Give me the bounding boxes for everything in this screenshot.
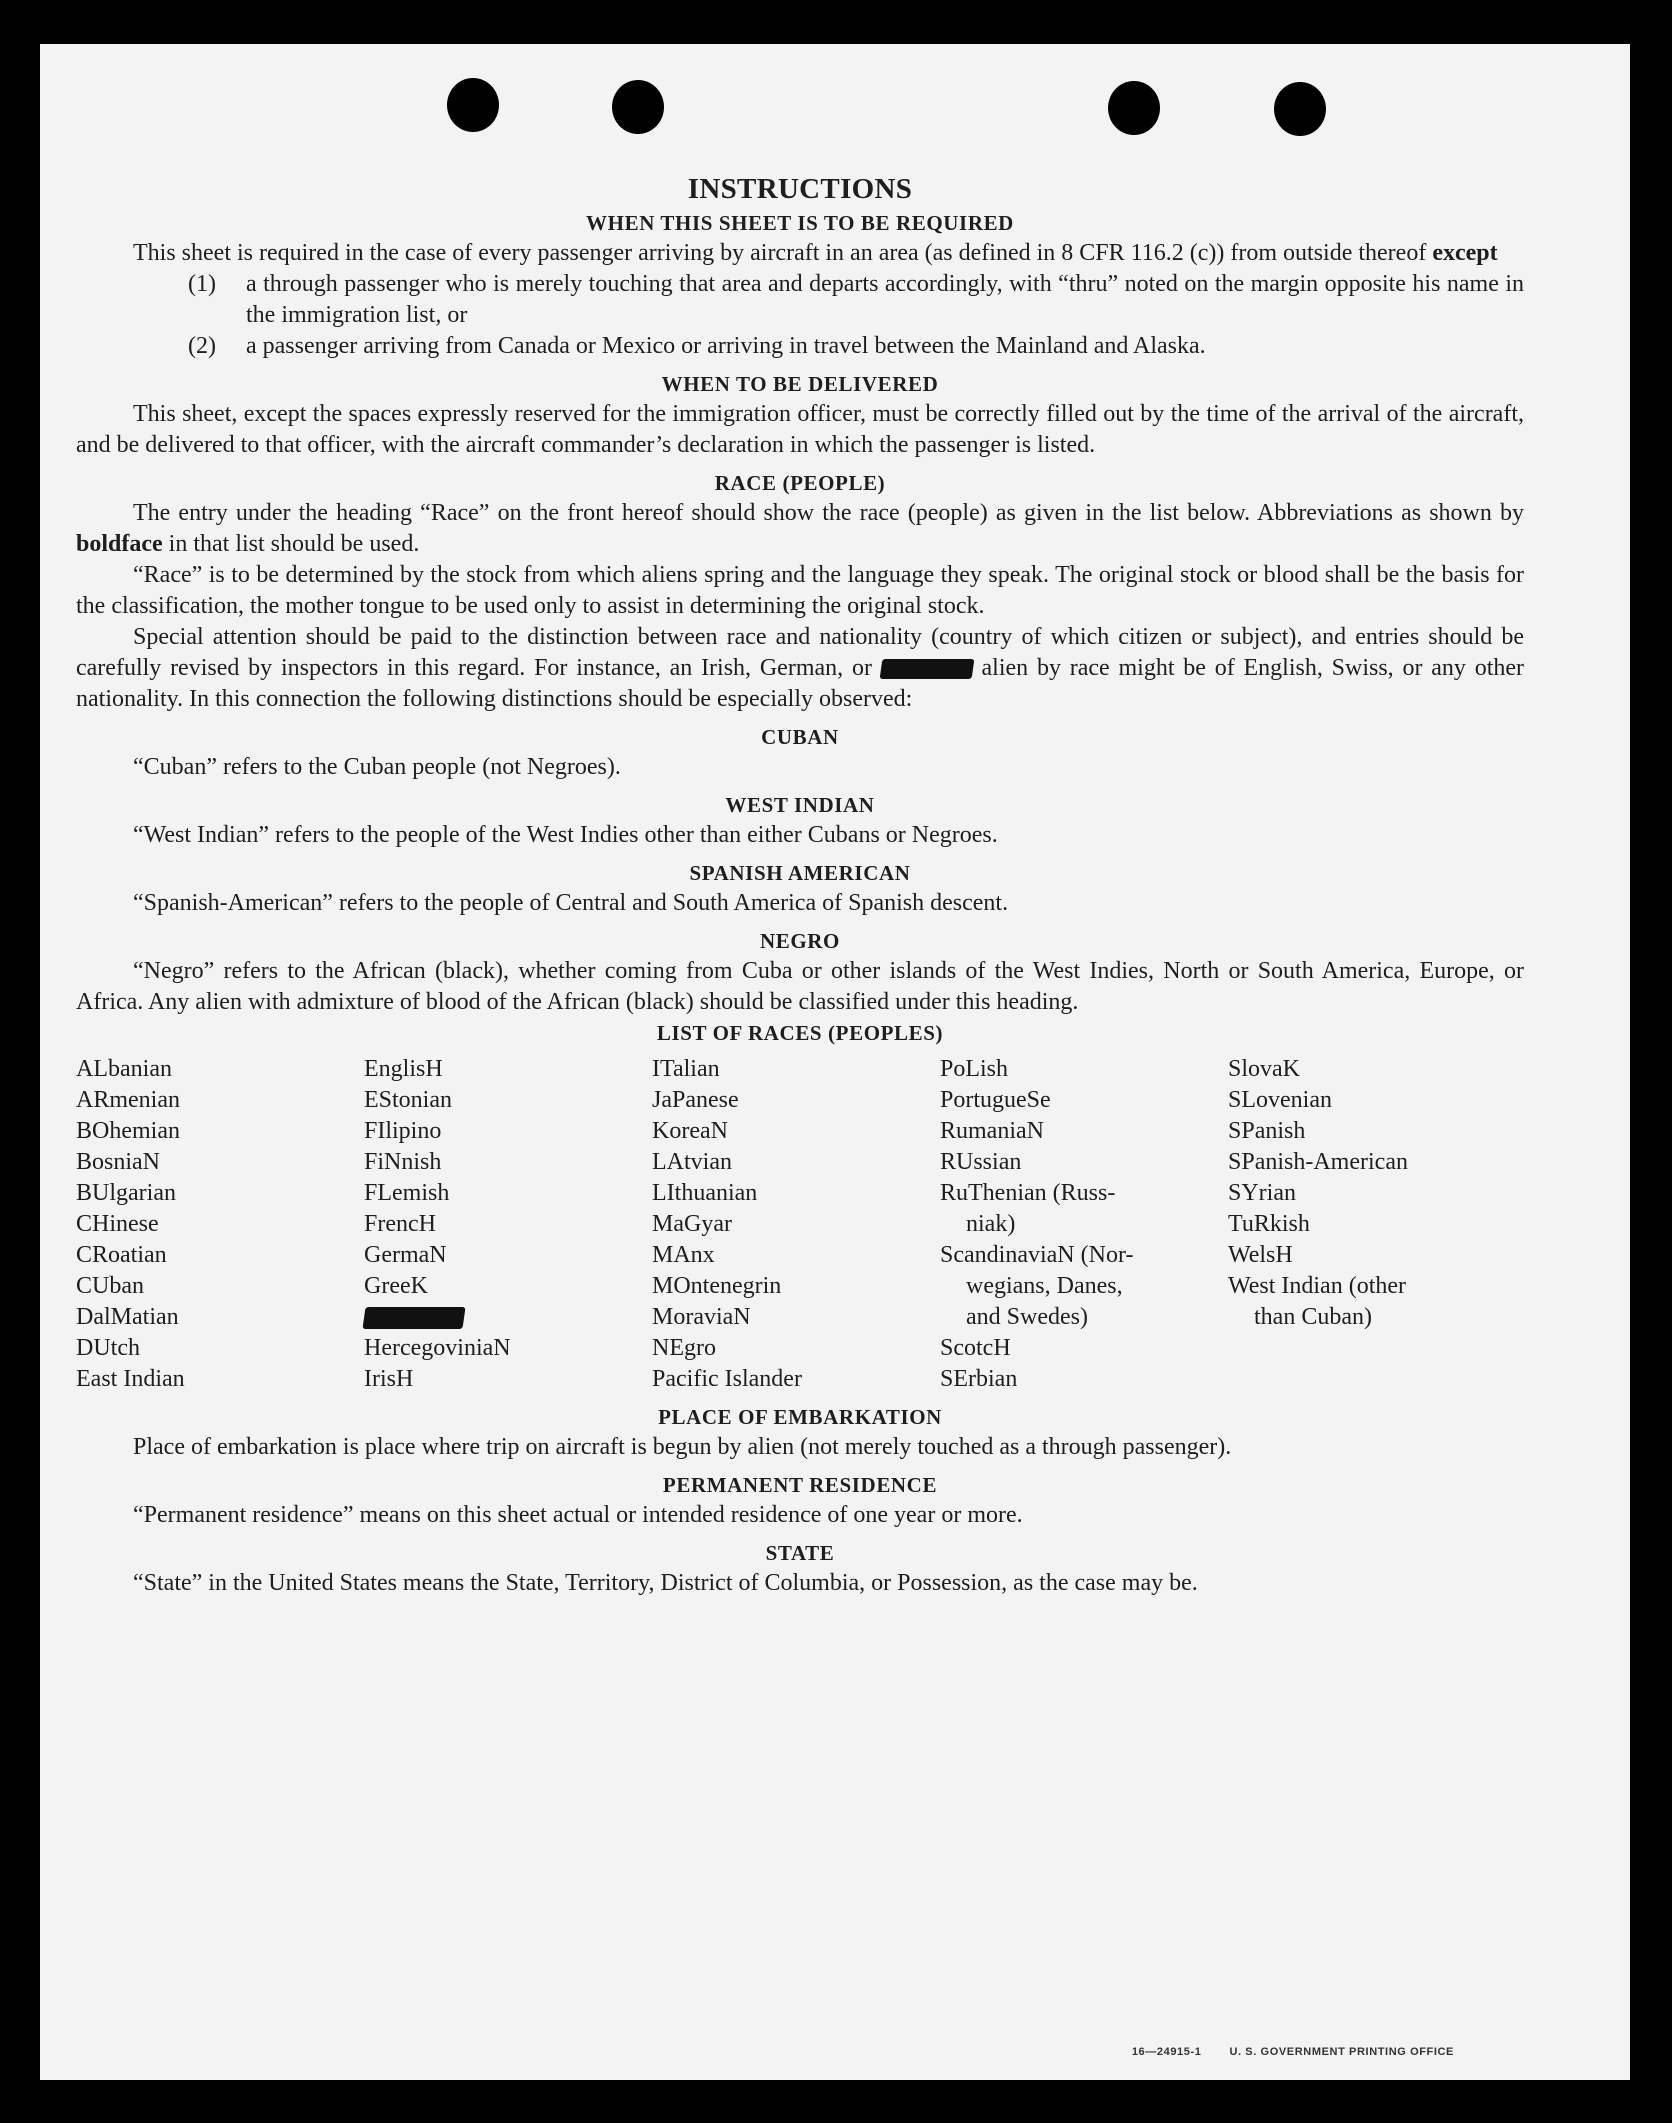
redaction-mark [362,1307,465,1329]
race-entry: WelsH [1228,1242,1293,1268]
list-item: (2) a passenger arriving from Canada or Mexico or arriving in travel between the Mainland and Alaska. [188,333,1206,359]
race-entry: DalMatian [76,1304,179,1330]
races-list [76,1054,1524,1395]
race-entry: PoLish [940,1056,1009,1082]
race-entry: MoraviaN [652,1304,751,1330]
race-entry: NEgro [652,1335,716,1361]
race-entry: RumaniaN [940,1118,1044,1144]
race-entry: ITalian [652,1056,720,1082]
race-entry: FrencH [364,1211,436,1237]
races-column [364,1054,652,1395]
race-entry: SLovenian [1228,1087,1332,1113]
race-entry: LIthuanian [652,1180,758,1206]
printer-name: U. S. GOVERNMENT PRINTING OFFICE [1229,2046,1454,2058]
punch-hole [612,80,664,134]
race-entry: CRoatian [76,1242,167,1268]
page-title: INSTRUCTIONS [687,173,913,205]
form-number: 16—24915-1 [1131,2046,1202,2058]
section-heading: LIST OF RACES (PEOPLES) [656,1021,944,1045]
race-entry: MOntenegrin [652,1273,782,1299]
race-entry: GreeK [364,1273,428,1299]
printer-footer [1132,2046,1454,2058]
races-column [76,1054,364,1395]
race-entry: MaGyar [652,1211,732,1237]
paragraph: This sheet is required in the case of every passenger arriving by aircraft in an area (as defined in 8 CFR 116.2 (c)) from outside thereof except [133,240,1498,266]
races-column [1228,1054,1524,1395]
races-column [652,1054,940,1395]
section-heading: PERMANENT RESIDENCE [662,1473,938,1497]
section-heading: WHEN THIS SHEET IS TO BE REQUIRED [586,211,1014,235]
races-column [940,1054,1228,1395]
document-page [40,44,1630,2080]
section-heading: CUBAN [761,725,839,749]
paragraph: “Cuban” refers to the Cuban people (not Negroes). [133,754,621,780]
race-entry: SPanish [1228,1118,1306,1144]
paragraph: “Race” is to be determined by the stock from which aliens spring and the language they speak. The original stock or blood shall be the basis for the classification, the mother tongue to be used only to assist in determining the original stock. [76,562,1524,619]
race-entry: CHinese [76,1211,159,1237]
list-item: (1) a through passenger who is merely touching that area and departs accordingly, with “thru” noted on the margin opposite his name in the immigration list, or [188,271,1524,328]
race-entry: ALbanian [76,1056,172,1082]
redaction-mark [879,659,974,679]
race-entry: BosniaN [76,1149,160,1175]
section-heading: STATE [765,1541,835,1565]
punch-hole [1274,82,1326,136]
race-entry: SErbian [940,1366,1018,1392]
race-entry: RUssian [940,1149,1022,1175]
race-entry: SYrian [1228,1180,1296,1206]
race-entry: FiNnish [364,1149,442,1175]
race-entry: SlovaK [1228,1056,1300,1082]
race-entry: KoreaN [652,1118,728,1144]
race-entry: FLemish [364,1180,450,1206]
race-entry: ScotcH [940,1335,1011,1361]
race-entry: East Indian [76,1366,185,1392]
paragraph: Special attention should be paid to the distinction between race and nationality (country of which citizen or subject), and entries should be carefully revised by inspectors in this regard. For instance, an Irish, German, or alien by race might be of English, Swiss, or any other nationality. In this connection the following distinctions should be especially observed: [76,624,1525,712]
section-heading: WEST INDIAN [725,793,875,817]
section-heading: WHEN TO BE DELIVERED [661,372,939,396]
race-entry: HercegoviniaN [364,1335,511,1361]
section-heading: SPANISH AMERICAN [689,861,911,885]
race-entry: DUtch [76,1335,140,1361]
race-entry-continued: and Swedes) [966,1304,1088,1330]
paragraph: “Permanent residence” means on this sheet actual or intended residence of one year or more. [133,1502,1023,1528]
paragraph: “West Indian” refers to the people of the West Indies other than either Cubans or Negroes. [133,822,998,848]
paragraph: “Negro” refers to the African (black), whether coming from Cuba or other islands of the West Indies, North or South America, Europe, or Africa. Any alien with admixture of blood of the African (black) should be classified under this heading. [76,958,1524,1015]
race-entry: RuThenian (Russ- [940,1180,1116,1206]
race-entry: ScandinaviaN (Nor- [940,1242,1134,1268]
race-entry-continued: than Cuban) [1254,1304,1372,1330]
race-entry: JaPanese [652,1087,739,1113]
punch-hole [1108,81,1160,135]
race-entry-continued: wegians, Danes, [966,1273,1123,1299]
race-entry: LAtvian [652,1149,732,1175]
race-entry: FIlipino [364,1118,442,1144]
paragraph: “State” in the United States means the State, Territory, District of Columbia, or Possession, as the case may be. [133,1570,1198,1596]
paragraph: This sheet, except the spaces expressly reserved for the immigration officer, must be correctly filled out by the time of the arrival of the aircraft, and be delivered to that officer, with the aircraft commander’s declaration in which the passenger is listed. [76,401,1524,458]
redacted-entry [364,1302,652,1333]
race-entry: SPanish-American [1228,1149,1408,1175]
race-entry: Pacific Islander [652,1366,802,1392]
race-entry: PortugueSe [940,1087,1051,1113]
section-heading: PLACE OF EMBARKATION [658,1405,942,1429]
race-entry: CUban [76,1273,144,1299]
race-entry: MAnx [652,1242,715,1268]
section-heading: NEGRO [759,929,840,953]
section-heading: RACE (PEOPLE) [714,471,886,495]
paragraph: The entry under the heading “Race” on the front hereof should show the race (people) as given in the list below. Abbreviations as shown by boldface in that list should be used. [76,500,1524,557]
race-entry: GermaN [364,1242,447,1268]
race-entry: ARmenian [76,1087,180,1113]
race-entry: IrisH [364,1366,414,1392]
paragraph: Place of embarkation is place where trip on aircraft is begun by alien (not merely touched as a through passenger). [133,1434,1232,1460]
race-entry: BOhemian [76,1118,180,1144]
race-entry: EnglisH [364,1056,443,1082]
race-entry-continued: niak) [966,1211,1016,1237]
race-entry: BUlgarian [76,1180,176,1206]
punch-hole [447,78,499,132]
race-entry: TuRkish [1228,1211,1310,1237]
race-entry: West Indian (other [1228,1273,1407,1299]
instructions-body [76,170,1524,1599]
race-entry: EStonian [364,1087,452,1113]
paragraph: “Spanish-American” refers to the people of Central and South America of Spanish descent. [133,890,1009,916]
